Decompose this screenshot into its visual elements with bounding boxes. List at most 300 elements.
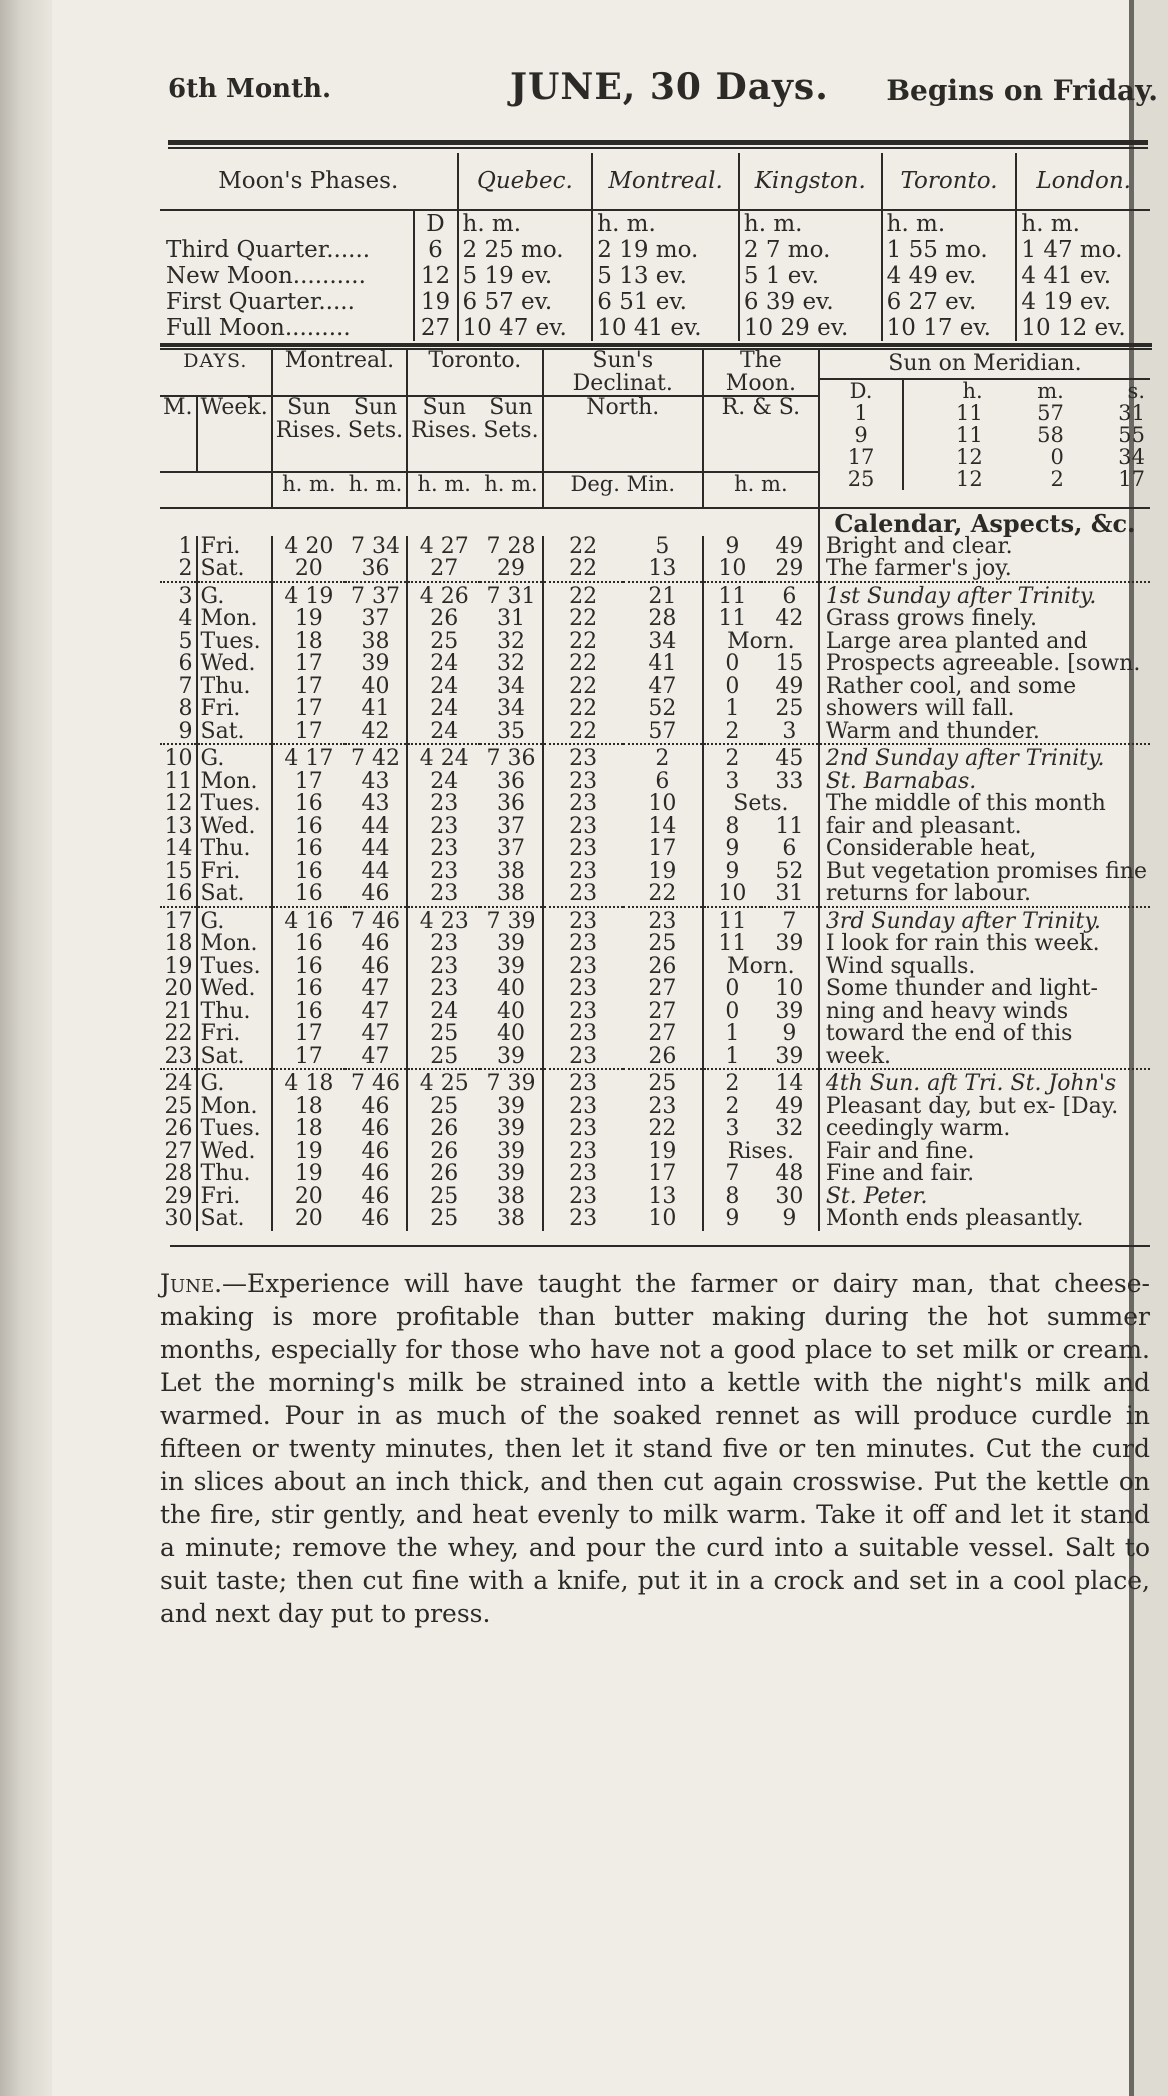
moon-min: 11	[775, 813, 804, 839]
day-number: 11	[164, 768, 193, 794]
day-row	[160, 586, 1150, 609]
calendar-note: Some thunder and light-	[819, 978, 1150, 1001]
toronto-rises: 25	[407, 1096, 480, 1119]
moon-min: 33	[775, 768, 804, 794]
day-number: 16	[164, 881, 193, 906]
day-number: 8	[178, 696, 193, 721]
meridian-cell: 25	[847, 467, 875, 491]
calendar-note: St. Peter.	[819, 1186, 1150, 1209]
weekday: Fri.	[197, 1186, 272, 1209]
toronto-rises: 4 25	[407, 1073, 480, 1096]
meridian-cell: 57	[1037, 401, 1064, 425]
montreal-sets: 42	[361, 718, 390, 744]
decl-min: 57	[648, 718, 677, 744]
montreal-sets: 44	[361, 836, 390, 861]
montreal-time: 5 13 ev.	[592, 263, 739, 289]
decl-min: 22	[648, 1116, 677, 1141]
phase-day: 6	[414, 237, 458, 263]
col-north: North.	[543, 396, 703, 472]
weekday: G.	[197, 748, 272, 771]
day-row	[160, 653, 1150, 676]
month-title: JUNE, 30 Days.	[510, 66, 829, 108]
moon-min: 39	[775, 998, 804, 1024]
toronto-sets: 38	[496, 1206, 525, 1231]
decl-deg: 23	[543, 1096, 623, 1119]
meridian-cell: 11	[903, 402, 986, 424]
col-rises-sets: R. & S.	[703, 396, 819, 472]
book-binding	[0, 0, 52, 2096]
toronto-sets: 38	[496, 1183, 525, 1209]
phase-name: Full Moon.........	[166, 315, 351, 341]
montreal-rises: 19	[272, 608, 345, 631]
decl-min: 27	[648, 998, 677, 1024]
decl-deg: 22	[543, 558, 623, 582]
meridian-table: D. h. m. s. 1 11 57 31 9 11 58 55 17 12 0 34 25 12 2 17	[820, 380, 1150, 490]
calendar-note: Large area planted and	[819, 631, 1150, 654]
decl-deg: 23	[543, 911, 623, 934]
day-row	[160, 883, 1150, 907]
day-number: 2	[178, 556, 193, 581]
city-quebec: Quebec.	[458, 153, 593, 210]
day-number: 19	[164, 953, 193, 979]
decl-min: 2	[655, 746, 670, 771]
moon-phase-row	[160, 289, 1150, 315]
moon-hour: 11	[703, 911, 761, 934]
day-number: 1	[178, 533, 193, 559]
toronto-sets: 39	[496, 1116, 525, 1141]
toronto-rises: 23	[407, 956, 480, 979]
calendar-note: returns for labour.	[819, 883, 1150, 907]
decl-min: 10	[648, 791, 677, 816]
montreal-rises: 16	[272, 861, 345, 884]
calendar-note: St. Barnabas.	[819, 771, 1150, 794]
moon-min: 42	[775, 606, 804, 631]
toronto-sets: 7 39	[486, 1071, 536, 1096]
day-row	[160, 771, 1150, 794]
moon-hour: 10	[703, 883, 761, 907]
decl-deg: 22	[543, 698, 623, 721]
toronto-rises: 26	[407, 1141, 480, 1164]
toronto-rises: 4 24	[407, 748, 480, 771]
calendar-note: 1st Sunday after Trinity.	[819, 586, 1150, 609]
calendar-note: ning and heavy winds	[819, 1001, 1150, 1024]
montreal-rises: 19	[272, 1163, 345, 1186]
weekday: Sat.	[197, 1208, 272, 1231]
montreal-rises: 4 19	[272, 586, 345, 609]
weekday: Wed.	[197, 816, 272, 839]
montreal-sets: 44	[361, 813, 390, 839]
weekday: G.	[197, 911, 272, 934]
moon-hour: 11	[703, 608, 761, 631]
calendar-note: But vegetation promises fine	[819, 861, 1150, 884]
day-number: 6	[178, 651, 193, 676]
day-row	[160, 1046, 1150, 1070]
day-row	[160, 558, 1150, 582]
toronto-sets: 34	[496, 696, 525, 721]
montreal-rises: 17	[272, 676, 345, 699]
day-number: 3	[178, 583, 193, 609]
toronto-sets: 40	[496, 976, 525, 1001]
decl-deg: 23	[543, 1186, 623, 1209]
moon-min: 9	[782, 1021, 797, 1046]
toronto-rises: 25	[407, 1023, 480, 1046]
day-row	[160, 933, 1150, 956]
meridian-cell: 31	[1118, 401, 1145, 425]
day-row	[160, 608, 1150, 631]
toronto-rises: 24	[407, 1001, 480, 1024]
montreal-rises: 17	[272, 698, 345, 721]
meridian-row	[820, 468, 1149, 490]
moon-min: 6	[782, 836, 797, 861]
montreal-rises: 16	[272, 978, 345, 1001]
day-row	[160, 1073, 1150, 1096]
decl-deg: 23	[543, 1001, 623, 1024]
montreal-rises: 16	[272, 956, 345, 979]
montreal-sets: 7 46	[351, 1071, 401, 1096]
day-row	[160, 698, 1150, 721]
calendar-note: Fair and fine.	[819, 1141, 1150, 1164]
toronto-rises: 25	[407, 1046, 480, 1070]
moon-min: 25	[775, 696, 804, 721]
toronto-sets: 40	[496, 998, 525, 1024]
decl-min: 22	[648, 881, 677, 906]
montreal-time: 10 41 ev.	[592, 315, 739, 341]
calendar-note: Wind squalls.	[819, 956, 1150, 979]
calendar-note: Rather cool, and some	[819, 676, 1150, 699]
weekday: G.	[197, 586, 272, 609]
kingston-time: 2 7 mo.	[739, 237, 882, 263]
calendar-note: Bright and clear.	[819, 536, 1150, 559]
moon-hour: 7	[703, 1163, 761, 1186]
toronto-rises: 23	[407, 883, 480, 907]
toronto-sets: 32	[496, 628, 525, 654]
moon-min: 15	[775, 651, 804, 676]
toronto-sets: 38	[496, 881, 525, 906]
montreal-sets: 46	[361, 1116, 390, 1141]
day-number: 21	[164, 998, 193, 1024]
weekday: Wed.	[197, 653, 272, 676]
meridian-cell: 12	[903, 446, 986, 468]
montreal-sets: 40	[361, 673, 390, 699]
montreal-sets: 47	[361, 1043, 390, 1069]
day-row	[160, 1001, 1150, 1024]
toronto-time: 6 27 ev.	[882, 289, 1017, 315]
decl-deg: 22	[543, 608, 623, 631]
montreal-rises: 17	[272, 653, 345, 676]
meridian-cell: 2	[1050, 467, 1064, 491]
decl-deg: 22	[543, 653, 623, 676]
toronto-sets: 7 36	[486, 746, 536, 771]
col-toronto-sets: Sun Sets.	[480, 396, 542, 472]
meridian-cell: 34	[1118, 445, 1145, 469]
decl-min: 21	[648, 583, 677, 609]
montreal-rises: 4 20	[272, 536, 345, 559]
toronto-sets: 7 31	[486, 583, 536, 609]
moon-min: 14	[775, 1071, 804, 1096]
day-row	[160, 1186, 1150, 1209]
montreal-rises: 17	[272, 1023, 345, 1046]
moon-min: 3	[782, 718, 797, 744]
day-row	[160, 816, 1150, 839]
moon-hour: 11	[703, 586, 761, 609]
decl-deg: 22	[543, 721, 623, 745]
decl-deg: 23	[543, 771, 623, 794]
col-day-of-week: Week.	[197, 396, 272, 472]
calendar-note: toward the end of this	[819, 1023, 1150, 1046]
decl-min: 25	[648, 931, 677, 956]
meridian-cell: 11	[903, 424, 986, 446]
toronto-rises: 4 26	[407, 586, 480, 609]
decl-min: 17	[648, 1161, 677, 1186]
weekday: Sat.	[197, 1046, 272, 1070]
toronto-sets: 39	[496, 931, 525, 956]
weekday: Fri.	[197, 861, 272, 884]
decl-deg: 23	[543, 1073, 623, 1096]
day-number: 12	[164, 791, 193, 816]
header-rule	[168, 140, 1148, 149]
moon-hour: Sets.	[703, 793, 819, 816]
decl-min: 26	[648, 953, 677, 979]
montreal-rises: 18	[272, 1118, 345, 1141]
moon-min: 32	[775, 1116, 804, 1141]
weekday: Sat.	[197, 558, 272, 582]
day-number: 5	[178, 628, 193, 654]
day-number: 26	[164, 1116, 193, 1141]
decl-min: 26	[648, 1043, 677, 1069]
decl-deg: 22	[543, 676, 623, 699]
toronto-rises: 24	[407, 653, 480, 676]
city-montreal: Montreal.	[592, 153, 739, 210]
calendar-note: Fine and fair.	[819, 1163, 1150, 1186]
decl-deg: 23	[543, 1023, 623, 1046]
weekday: Fri.	[197, 536, 272, 559]
toronto-rises: 23	[407, 816, 480, 839]
day-number: 18	[164, 931, 193, 956]
montreal-rises: 20	[272, 558, 345, 582]
moon-hour: Morn.	[703, 956, 819, 979]
montreal-sets: 38	[361, 628, 390, 654]
decl-deg: 22	[543, 536, 623, 559]
phase-day: 12	[414, 263, 458, 289]
moon-hour: 11	[703, 933, 761, 956]
montreal-sets: 46	[361, 1183, 390, 1209]
calendar-note: week.	[819, 1046, 1150, 1070]
day-number: 28	[164, 1161, 193, 1186]
weekday: Tues.	[197, 956, 272, 979]
moon-hour: 1	[703, 1046, 761, 1070]
day-number: 9	[178, 718, 193, 744]
begins-on: Begins on Friday.	[886, 74, 1158, 107]
montreal-sets: 46	[361, 931, 390, 956]
toronto-rises: 24	[407, 698, 480, 721]
day-number: 10	[164, 746, 193, 771]
meridian-cell: 1	[854, 401, 868, 425]
calendar-note: fair and pleasant.	[819, 816, 1150, 839]
toronto-rises: 25	[407, 1208, 480, 1231]
montreal-sets: 43	[361, 791, 390, 816]
toronto-sets: 40	[496, 1021, 525, 1046]
moon-hour: 3	[703, 1118, 761, 1141]
moon-hour: 9	[703, 1208, 761, 1231]
weekday: Thu.	[197, 1163, 272, 1186]
weekday: Mon.	[197, 933, 272, 956]
meridian-cell: 58	[1037, 423, 1064, 447]
calendar-note: Prospects agreeable. [sown.	[819, 653, 1150, 676]
day-number: 7	[178, 673, 193, 699]
decl-min: 52	[648, 696, 677, 721]
day-row	[160, 978, 1150, 1001]
day-number: 13	[164, 813, 193, 839]
toronto-sets: 39	[496, 1138, 525, 1164]
montreal-rises: 20	[272, 1208, 345, 1231]
moon-hour: 0	[703, 676, 761, 699]
moon-hour: 3	[703, 771, 761, 794]
day-row	[160, 1023, 1150, 1046]
toronto-rises: 4 23	[407, 911, 480, 934]
montreal-sets: 44	[361, 858, 390, 884]
montreal-rises: 18	[272, 631, 345, 654]
moon-hour: 10	[703, 558, 761, 582]
decl-min: 25	[648, 1071, 677, 1096]
montreal-rises: 16	[272, 933, 345, 956]
toronto-sets: 39	[496, 1043, 525, 1069]
day-number: 4	[178, 606, 193, 631]
kingston-time: 10 29 ev.	[739, 315, 882, 341]
decl-deg: 23	[543, 861, 623, 884]
decl-min: 13	[648, 556, 677, 581]
calendar-note: 4th Sun. aft Tri. St. John's	[819, 1073, 1150, 1096]
decl-min: 41	[648, 651, 677, 676]
moon-min: 9	[782, 1206, 797, 1231]
day-row	[160, 956, 1150, 979]
phase-day: 19	[414, 289, 458, 315]
decl-deg: 23	[543, 816, 623, 839]
montreal-rises: 16	[272, 1001, 345, 1024]
day-row	[160, 793, 1150, 816]
toronto-rises: 25	[407, 631, 480, 654]
decl-deg: 22	[543, 586, 623, 609]
daily-calendar-table: DAYS. Montreal. Toronto. Sun's Declinat. The Moon. Sun on Meridian. D. h. m. s. 1 11 57 31 9 11 58 55 17 12 0 34 25 12 2 17 M. Week. Sun Rises. Sun Sets. Sun Rises. Sun Sets. North. R. & S. h. m. h. m. h. m. h. m. Deg. Min. h. m. Calendar, Aspects, &c. 1 Fri. 4 20 7 34 4 27 7 28 22 5 9 49 Bright and clear. 2 Sat. 20 36 27 29 22 13 10 29 The farmer's joy. 3 G. 4 19 7 37 4 26 7 31 22 21 11 6 1st Sunday after Trinity. 4 Mon. 19 37 26 31 22 28 11 42 Grass grows finely. 5 Tues. 18 38 25 32 22 34 Morn. Large area planted and 6 Wed. 17 39 24 32 22 41 0 15 Prospects agreeable. [sown. 7 Thu. 17 40 24 34 22 47 0 49 Rather cool, and some 8 Fri. 17 41 24 34 22 52 1 25 showers will fall. 9 Sat. 17 42 24 35 22 57 2 3 Warm and thunder. 10 G. 4 17 7 42 4 24 7 36 23 2 2 45 2nd Sunday after Trinity. 11 Mon. 17 43 24 36 23 6 3 33 St. Barnabas. 12 Tues. 16 43 23 36 23 10 Sets. The middle of this month 13 Wed. 16 44 23 37 23 14 8 11 fair and pleasant. 14 Thu. 16 44 23 37 23 17 9 6 Considerable heat, 15 Fri. 16 44 23 38 23 19 9 52 But vegetation promises fine 16 Sat. 16 46 23 38 23 22 10 31 returns for labour. 17 G. 4 16 7 46 4 23 7 39 23 23 11 7 3rd Sunday after Trinity. 18 Mon. 16 46 23 39 23 25 11 39 I look for rain this week. 19 Tues. 16 46 23 39 23 26 Morn. Wind squalls. 20 Wed. 16 47 23 40 23 27 0 10 Some thunder and light- 21 Thu. 16 47 24 40 23 27 0 39 ning and heavy winds 22 Fri. 17 47 25 40 23 27 1 9 toward the end of this 23 Sat. 17 47 25 39 23 26 1 39 week. 24 G. 4 18 7 46 4 25 7 39 23 25 2 14 4th Sun. aft Tri. St. John's 25 Mon. 18 46 25 39 23 23 2 49 Pleasant day, but ex- [Day. 26 Tues. 18 46 26 39 23 22 3 32 ceedingly warm. 27 Wed. 19 46 26 39 23 19 Rises. Fair and fine. 28 Thu. 19 46 26 39 23 17 7 48 Fine and fair. 29 Fri. 20 46 25 38 23 13 8 30 St. Peter. 30 Sat. 20 46 25 38 23 10 9 9 Month ends pleasantly.	[160, 350, 1150, 1231]
moon-min: 39	[775, 931, 804, 956]
toronto-sets: 29	[496, 556, 525, 581]
decl-min: 27	[648, 1021, 677, 1046]
day-number: 27	[164, 1138, 193, 1164]
montreal-rises: 4 18	[272, 1073, 345, 1096]
day-row	[160, 861, 1150, 884]
day-row	[160, 631, 1150, 654]
moon-hour: 1	[703, 698, 761, 721]
decl-min: 13	[648, 1183, 677, 1209]
montreal-sets: 46	[361, 1161, 390, 1186]
toronto-rises: 26	[407, 608, 480, 631]
weekday: Tues.	[197, 1118, 272, 1141]
moon-phases-heading: Moon's Phases.	[160, 153, 458, 210]
weekday: Mon.	[197, 771, 272, 794]
meridian-cell: 17	[1118, 467, 1145, 491]
weekday: Thu.	[197, 1001, 272, 1024]
calendar-note: The farmer's joy.	[819, 558, 1150, 582]
montreal-rises: 17	[272, 721, 345, 745]
toronto-sets: 37	[496, 813, 525, 839]
calendar-note: 3rd Sunday after Trinity.	[819, 911, 1150, 934]
decl-deg: 23	[543, 1118, 623, 1141]
montreal-sets: 46	[361, 953, 390, 979]
montreal-sets: 36	[361, 556, 390, 581]
moon-hour: Morn.	[703, 631, 819, 654]
day-row	[160, 1096, 1150, 1119]
montreal-time: 2 19 mo.	[592, 237, 739, 263]
montreal-sets: 7 37	[351, 583, 401, 609]
decl-min: 14	[648, 813, 677, 839]
moon-min: 30	[775, 1183, 804, 1209]
toronto-sets: 36	[496, 768, 525, 794]
montreal-rises: 16	[272, 816, 345, 839]
toronto-rises: 24	[407, 676, 480, 699]
montreal-rises: 16	[272, 838, 345, 861]
decl-deg: 23	[543, 838, 623, 861]
declination-heading: Sun's Declinat.	[543, 350, 703, 396]
weekday: Thu.	[197, 676, 272, 699]
decl-deg: 23	[543, 1208, 623, 1231]
moon-hour: 0	[703, 978, 761, 1001]
decl-deg: 23	[543, 748, 623, 771]
moon-min: 39	[775, 1043, 804, 1069]
toronto-time: 1 55 mo.	[882, 237, 1017, 263]
decl-min: 19	[648, 1138, 677, 1164]
phase-day: 27	[414, 315, 458, 341]
montreal-sets: 46	[361, 1138, 390, 1164]
day-row	[160, 1163, 1150, 1186]
decl-deg: 23	[543, 956, 623, 979]
montreal-rises: 17	[272, 1046, 345, 1070]
day-number: 22	[164, 1021, 193, 1046]
moon-min: 45	[775, 746, 804, 771]
col-toronto-rises: Sun Rises.	[407, 396, 480, 472]
montreal-sets: 46	[361, 1093, 390, 1119]
weekday: Mon.	[197, 608, 272, 631]
moon-phase-row	[160, 263, 1150, 289]
moon-heading: The Moon.	[703, 350, 819, 396]
day-number: 17	[164, 908, 193, 934]
col-day-of-month: M.	[160, 396, 197, 472]
decl-min: 5	[655, 533, 670, 559]
phase-name: First Quarter.....	[166, 289, 355, 315]
calendar-note: Warm and thunder.	[819, 721, 1150, 745]
meridian-row	[820, 446, 1149, 468]
toronto-sets: 7 28	[486, 533, 536, 559]
moon-hour: 8	[703, 816, 761, 839]
day-row	[160, 676, 1150, 699]
weekday: G.	[197, 1073, 272, 1096]
day-number: 23	[164, 1043, 193, 1069]
montreal-rises: 4 16	[272, 911, 345, 934]
moon-phase-row	[160, 237, 1150, 263]
calendar-note: Pleasant day, but ex- [Day.	[819, 1096, 1150, 1119]
meridian-row	[820, 424, 1149, 446]
decl-min: 19	[648, 858, 677, 884]
essay-lead: June.	[160, 1268, 223, 1298]
day-row	[160, 748, 1150, 771]
weekday: Sat.	[197, 883, 272, 907]
toronto-rises: 24	[407, 721, 480, 745]
meridian-cell: 55	[1118, 423, 1145, 447]
toronto-rises: 23	[407, 793, 480, 816]
decl-min: 27	[648, 976, 677, 1001]
montreal-rises: 19	[272, 1141, 345, 1164]
day-number: 29	[164, 1183, 193, 1209]
toronto-sets: 36	[496, 791, 525, 816]
montreal-rises: 17	[272, 771, 345, 794]
